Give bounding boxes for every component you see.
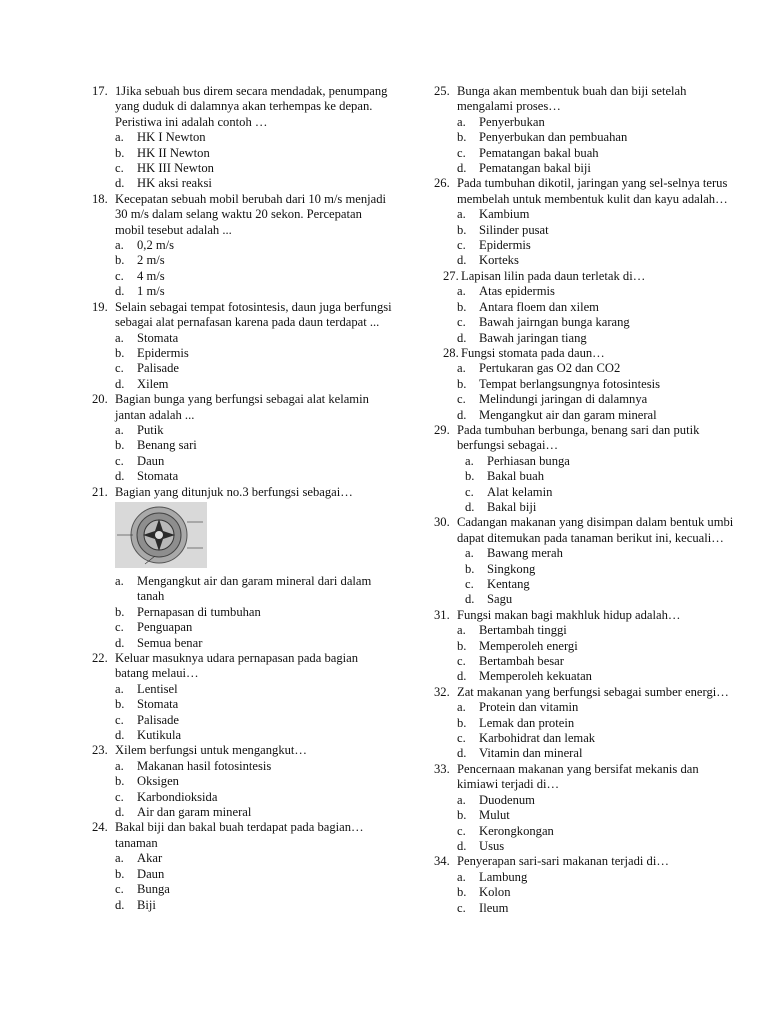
option-text: 1 m/s [137,284,165,299]
option-letter: d. [115,176,125,191]
option-letter: c. [115,453,124,468]
answer-option [92,454,392,469]
question-number: 17. [92,84,108,98]
answer-option [434,485,734,500]
option-letter: c. [457,315,466,330]
option-letter: a. [115,238,124,253]
answer-option [434,469,734,484]
stem-cross-section-image [115,502,207,568]
answer-option [434,161,734,176]
option-text: 4 m/s [137,268,165,283]
question-number: 31. [434,607,450,622]
option-letter: c. [115,882,124,897]
question-27 [434,269,734,346]
option-text: HK III Newton [137,161,214,176]
question-number: 30. [434,515,450,530]
question-text: Xilem berfungsi untuk mengangkut… [115,743,308,758]
answer-option [92,867,392,882]
option-letter: c. [457,900,466,915]
answer-option [434,284,734,299]
option-letter: a. [457,361,466,376]
answer-option [434,623,734,638]
answer-option [92,713,392,728]
answer-option [434,454,734,469]
answer-option [92,176,392,191]
answer-option [92,331,392,346]
option-text: Stomata [137,469,179,484]
question-23 [92,743,392,820]
option-text: Antara floem dan xilem [479,299,599,314]
question-text: Pencernaan makanan yang bersifat mekanis dan kimiawi terjadi di… [457,761,699,792]
option-text: Air dan garam mineral [137,805,252,820]
question-number: 22. [92,651,108,665]
question-number: 32. [434,684,450,699]
answer-option [92,805,392,820]
option-text: Palisade [137,361,179,376]
option-text: Perhiasan bunga [487,453,570,468]
option-letter: b. [115,253,125,268]
option-text: Alat kelamin [487,484,553,499]
option-letter: b. [457,715,467,730]
question-number: 19. [92,299,108,314]
answer-option [92,728,392,743]
question-number: 34. [434,854,450,869]
question-text: Keluar masuknya udara pernapasan pada bagian batang melaui… [115,651,359,681]
option-text: Penguapan [137,620,193,635]
answer-options [434,115,734,177]
option-text: Bawah jairngan bunga karang [479,315,630,330]
option-text: Mengangkut air dan garam mineral [479,407,657,422]
option-text: Tempat berlangsungnya fotosintesis [479,376,660,391]
option-letter: c. [115,268,124,283]
answer-options [434,700,734,762]
answer-option [434,392,734,407]
option-text: HK II Newton [137,145,210,160]
answer-option [92,377,392,392]
option-text: Penyerbukan dan pembuahan [479,130,628,145]
question-text: Bagian yang ditunjuk no.3 berfungsi sebagai… [115,484,353,499]
option-letter: a. [457,284,466,299]
question-number: 25. [434,84,450,98]
answer-option [434,238,734,253]
option-text: Daun [137,866,165,881]
option-letter: a. [457,207,466,222]
option-text: Makanan hasil fotosintesis [137,758,272,773]
answer-option [434,253,734,268]
answer-options [92,759,392,821]
question-text: Pada tumbuhan berbunga, benang sari dan putik berfungsi sebagai… [457,422,700,453]
option-letter: b. [457,638,467,653]
question-number: 20. [92,392,108,407]
option-letter: b. [115,697,125,712]
answer-option [92,146,392,161]
option-text: Protein dan vitamin [479,700,579,715]
option-text: Karbondioksida [137,789,218,804]
option-text: 0,2 m/s [137,238,175,253]
answer-option [434,669,734,684]
answer-option [434,207,734,222]
option-letter: d. [457,838,467,853]
answer-option [434,592,734,607]
option-letter: a. [465,453,474,468]
option-letter: d. [115,376,125,391]
option-letter: d. [115,897,125,912]
option-text: Epidermis [479,238,531,253]
option-text: HK aksi reaksi [137,176,212,191]
answer-option [434,546,734,561]
question-text: Fungsi stomata pada daun… [461,345,605,360]
question-number: 29. [434,422,450,437]
option-letter: d. [457,253,467,268]
answer-option [92,774,392,789]
answer-option [92,898,392,913]
question-number: 18. [92,191,108,206]
question-text: Pada tumbuhan dikotil, jaringan yang sel-selnya terus membelah untuk membentuk kulit dan kayu adalah… [457,176,728,206]
answer-option [92,361,392,376]
question-text: Lapisan lilin pada daun terletak di… [461,268,646,283]
answer-option [434,377,734,392]
option-text: Mulut [479,808,510,823]
question-text: Kecepatan sebuah mobil berubah dari 10 m/s menjadi 30 m/s dalam selang waktu 20 sekon. Percepatan mobil tesebut adalah ... [115,191,387,237]
question-18 [92,192,392,300]
answer-option [434,885,734,900]
option-text: Lambung [479,869,528,884]
answer-options [434,284,734,346]
option-letter: d. [457,669,467,684]
answer-option [434,130,734,145]
option-text: Lemak dan protein [479,715,575,730]
answer-option [434,146,734,161]
answer-option [434,808,734,823]
option-letter: b. [115,866,125,881]
answer-options [92,574,392,651]
answer-option [92,759,392,774]
option-letter: b. [457,222,467,237]
option-letter: d. [457,161,467,176]
answer-option [434,331,734,346]
option-letter: a. [115,573,124,588]
question-number: 21. [92,484,108,499]
option-letter: a. [115,330,124,345]
answer-option [92,851,392,866]
option-letter: d. [457,407,467,422]
question-text: Bunga akan membentuk buah dan biji setelah mengalami proses… [457,84,687,114]
option-text: Memperoleh energi [479,638,578,653]
option-text: Duodenum [479,792,535,807]
left-column [92,84,392,913]
option-text: Pematangan bakal biji [479,161,591,176]
question-17 [92,84,392,192]
question-text: Zat makanan yang berfungsi sebagai sumber energi… [457,684,729,699]
option-letter: d. [457,746,467,761]
option-letter: a. [115,130,124,145]
question-number: 28. [443,345,459,360]
option-letter: c. [457,392,466,407]
question-26 [434,176,734,268]
answer-option [434,577,734,592]
option-letter: c. [115,712,124,727]
answer-option [434,901,734,916]
answer-option [434,115,734,130]
option-letter: c. [465,577,474,591]
question-number: 27. [443,268,459,283]
option-letter: c. [457,823,466,838]
answer-option [434,500,734,515]
option-letter: a. [457,114,466,129]
answer-options [92,423,392,485]
option-letter: a. [115,758,124,773]
answer-option [434,716,734,731]
option-letter: c. [457,238,466,253]
option-text: Xilem [137,376,169,391]
option-text: Usus [479,838,505,853]
question-31 [434,608,734,685]
question-text: Selain sebagai tempat fotosintesis, daun juga berfungsi sebagai alat pernafasan karena pada daun terdapat ... [115,299,392,330]
answer-option [434,731,734,746]
answer-option [434,315,734,330]
option-text: Ileum [479,900,509,915]
option-letter: b. [465,561,475,576]
option-text: Putik [137,422,164,437]
option-letter: b. [457,885,467,900]
option-letter: b. [457,130,467,145]
answer-option [434,562,734,577]
answer-option [434,639,734,654]
answer-option [92,636,392,651]
answer-options [434,870,734,916]
option-letter: a. [457,869,466,884]
answer-options [92,851,392,913]
option-text: Kentang [487,577,530,591]
question-text: 1Jika sebuah bus direm secara mendadak, penumpang yang duduk di dalamnya akan terhempas ke depan. Peristiwa ini adalah contoh … [115,84,388,129]
option-text: Bunga [137,882,170,897]
option-letter: c. [115,161,124,176]
option-text: Oksigen [137,774,179,789]
answer-option [434,700,734,715]
option-letter: b. [115,774,125,789]
answer-option [434,361,734,376]
answer-option [434,408,734,423]
answer-option [92,882,392,897]
option-letter: d. [115,469,125,484]
answer-option [434,824,734,839]
answer-option [92,253,392,268]
option-letter: b. [457,376,467,391]
stem-cross-section-drawing [115,502,207,568]
answer-option [92,682,392,697]
option-letter: a. [457,792,466,807]
option-text: Benang sari [137,438,197,453]
option-letter: d. [465,592,475,607]
option-letter: b. [457,808,467,823]
option-text: Memperoleh kekuatan [479,669,592,684]
question-number: 23. [92,743,108,758]
answer-option [434,870,734,885]
question-text: Bagian bunga yang berfungsi sebagai alat kelamin jantan adalah ... [115,392,369,422]
option-text: Stomata [137,697,179,712]
answer-options [434,207,734,269]
answer-option [434,839,734,854]
option-letter: b. [115,604,125,619]
answer-option [92,161,392,176]
option-text: Biji [137,897,156,912]
answer-options [92,130,392,192]
option-letter: b. [115,145,125,160]
answer-options [434,361,734,423]
answer-options [92,682,392,744]
option-text: Bertambah tinggi [479,623,567,638]
answer-option [434,223,734,238]
option-text: Bakal buah [487,469,545,484]
answer-option [92,469,392,484]
option-letter: d. [115,284,125,299]
question-number: 33. [434,761,450,776]
option-text: HK I Newton [137,130,206,145]
right-column [434,84,734,916]
question-number: 26. [434,176,450,191]
question-text: Cadangan makanan yang disimpan dalam bentuk umbi dapat ditemukan pada tanaman berikut ini, kecuali… [457,515,734,545]
option-letter: c. [457,654,466,669]
answer-option [92,574,392,605]
option-text: Kerongkongan [479,823,554,838]
option-text: Bertambah besar [479,654,564,669]
option-text: Lentisel [137,681,178,696]
option-letter: a. [465,546,474,561]
option-text: Kambium [479,207,530,222]
option-text: Stomata [137,330,179,345]
option-text: Bawang merah [487,546,563,561]
option-letter: b. [457,299,467,314]
option-letter: a. [115,851,124,866]
answer-options [434,546,734,608]
option-text: Epidermis [137,345,189,360]
option-text: Karbohidrat dan lemak [479,731,596,746]
option-text: Korteks [479,253,519,268]
option-letter: b. [115,438,125,453]
answer-options [434,623,734,685]
option-letter: d. [465,499,475,514]
question-34 [434,854,734,916]
option-letter: d. [115,805,125,820]
option-text: Pematangan bakal buah [479,145,599,160]
option-text: 2 m/s [137,253,165,268]
option-letter: a. [115,681,124,696]
question-text: Bakal biji dan bakal buah terdapat pada bagian… tanaman [115,820,364,850]
answer-option [92,130,392,145]
question-text: Penyerapan sari-sari makanan terjadi di… [457,854,669,869]
option-letter: d. [115,635,125,650]
answer-option [434,300,734,315]
answer-option [434,654,734,669]
option-text: Kolon [479,885,511,900]
option-letter: a. [457,623,466,638]
question-21 [92,485,392,651]
answer-options [434,454,734,516]
option-letter: c. [115,789,124,804]
option-text: Pertukaran gas O2 dan CO2 [479,361,621,376]
option-text: Bawah jaringan tiang [479,330,587,345]
answer-option [92,697,392,712]
option-text: Palisade [137,712,179,727]
question-28 [434,346,734,423]
question-33 [434,762,734,854]
option-text: Mengangkut air dan garam mineral dari dalam tanah [137,573,372,604]
option-text: Melindungi jaringan di dalamnya [479,392,648,407]
option-letter: a. [115,422,124,437]
question-number: 24. [92,820,108,835]
question-text: Fungsi makan bagi makhluk hidup adalah… [457,607,681,622]
answer-option [92,620,392,635]
answer-option [92,269,392,284]
question-32 [434,685,734,762]
question-29 [434,423,734,515]
option-text: Silinder pusat [479,222,549,237]
option-letter: c. [457,145,466,160]
answer-option [92,790,392,805]
question-22 [92,651,392,743]
option-text: Akar [137,851,163,866]
option-text: Daun [137,453,165,468]
option-text: Sagu [487,592,513,607]
answer-option [92,605,392,620]
answer-options [434,793,734,855]
answer-option [92,346,392,361]
question-20 [92,392,392,484]
option-text: Pernapasan di tumbuhan [137,604,261,619]
option-text: Singkong [487,561,536,576]
option-text: Vitamin dan mineral [479,746,583,761]
option-letter: b. [465,469,475,484]
option-letter: c. [115,620,124,635]
answer-options [92,331,392,393]
option-letter: c. [465,484,474,499]
answer-option [92,438,392,453]
option-text: Penyerbukan [479,114,545,129]
option-text: Semua benar [137,635,203,650]
option-letter: c. [457,731,466,746]
question-25 [434,84,734,176]
question-30 [434,515,734,607]
option-text: Atas epidermis [479,284,555,299]
option-letter: d. [115,728,125,743]
answer-option [92,238,392,253]
option-text: Kutikula [137,728,182,743]
answer-option [92,423,392,438]
answer-option [434,793,734,808]
question-19 [92,300,392,392]
answer-option [434,746,734,761]
question-24 [92,820,392,912]
option-letter: d. [457,330,467,345]
answer-options [92,238,392,300]
option-letter: a. [457,700,466,715]
answer-option [92,284,392,299]
option-letter: b. [115,345,125,360]
option-text: Bakal biji [487,499,537,514]
option-letter: c. [115,361,124,376]
